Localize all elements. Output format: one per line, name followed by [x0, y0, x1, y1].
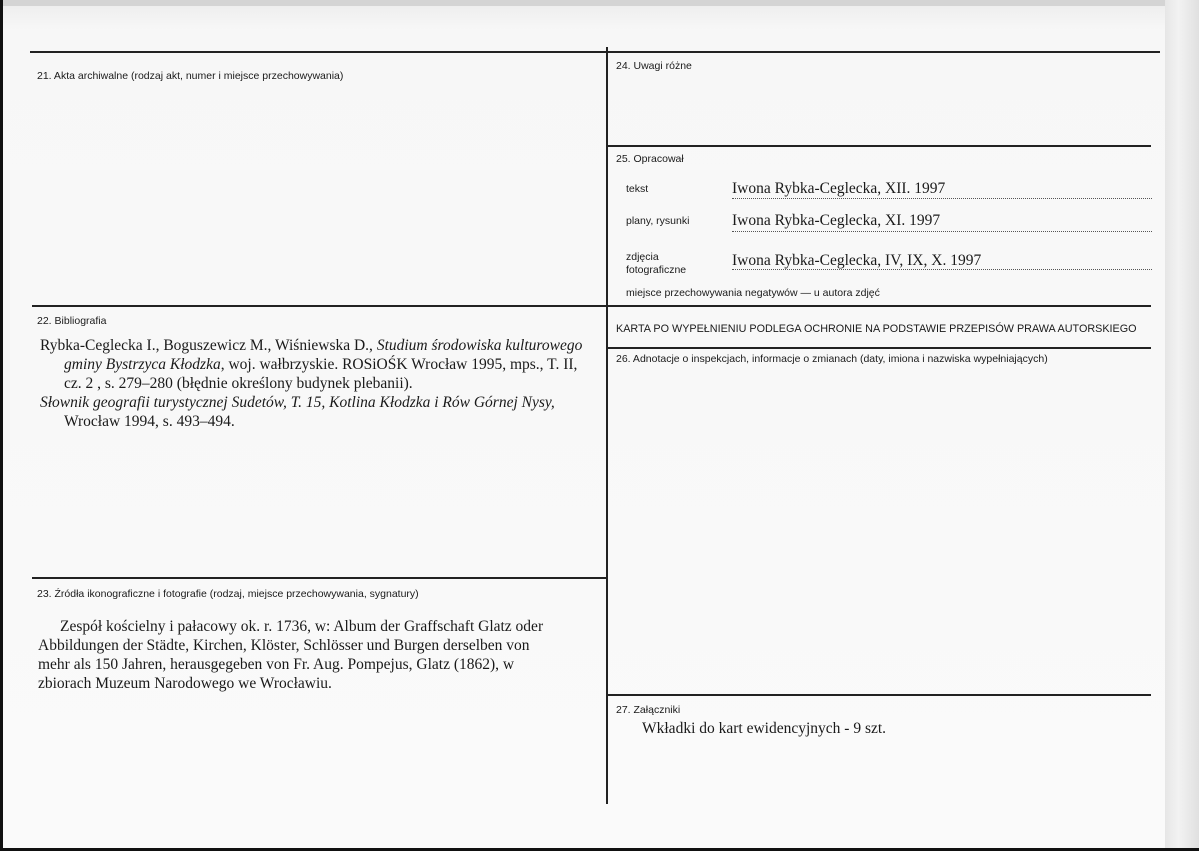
rule-21-22	[32, 305, 606, 307]
bibliography-entry-1-line-3: cz. 2 , s. 279–280 (błędnie określony budynek plebanii).	[64, 375, 413, 392]
section-25-label: 25. Opracował	[616, 153, 684, 165]
bibliography-entry-2-line-2: Wrocław 1994, s. 493–494.	[64, 413, 235, 430]
paper-edge-left	[0, 0, 3, 851]
negatives-storage: miejsce przechowywania negatywów — u autora zdjęć	[626, 287, 880, 299]
copyright-notice: KARTA PO WYPEŁNIENIU PODLEGA OCHRONIE NA PODSTAWIE PRZEPISÓW PRAWA AUTORSKIEGO	[616, 323, 1137, 335]
author-photos-key-1: zdjęcia	[626, 251, 659, 263]
bibliography-entry-1-line-1	[40, 336, 582, 355]
author-plans-key: plany, rysunki	[626, 215, 690, 227]
author-text-key: tekst	[626, 183, 649, 195]
sources-line-4: zbiorach Muzeum Narodowego we Wrocławiu.	[38, 675, 332, 692]
bibliography-entry-2-line-1	[40, 393, 582, 412]
bibliography-entry-1-line-2	[40, 355, 582, 374]
bib1-publisher: , woj. wałbrzyskie. ROSiOŚK Wrocław 1995, mps., T. II,	[220, 356, 578, 373]
section-27-label: 27. Załączniki	[616, 704, 681, 716]
section-23-label: 23. Źródła ikonograficzne i fotografie (rodzaj, miejsce przechowywania, sygnatury)	[37, 588, 419, 600]
author-text-value: Iwona Rybka-Ceglecka, XII. 1997	[732, 180, 946, 197]
top-rule	[30, 51, 1160, 53]
author-photos-dotline	[732, 269, 1152, 270]
rule-26-27	[606, 694, 1151, 696]
rule-24-25	[606, 145, 1151, 147]
sources-line-2: Abbildungen der Städte, Kirchen, Klöster, Schlösser und Burgen derselben von	[38, 637, 530, 654]
sources-line-3: mehr als 150 Jahren, herausgegeben von Fr. Aug. Pompejus, Glatz (1862), w	[38, 656, 515, 673]
iconographic-sources	[38, 617, 543, 693]
section-21-label: 21. Akta archiwalne (rodzaj akt, numer i miejsce przechowywania)	[37, 70, 344, 82]
sources-line-1: Zespół kościelny i pałacowy ok. r. 1736, w: Album der Graffschaft Glatz oder	[60, 618, 544, 635]
bib2-title: Słownik geografii turystycznej Sudetów, T. 15, Kotlina Kłodzka i Rów Górnej Nysy,	[40, 394, 555, 411]
bib1-authors: Rybka-Ceglecka I., Boguszewicz M., Wiśniewska D.,	[40, 337, 377, 354]
bib1-title-part1: Studium środowiska kulturowego	[376, 337, 583, 354]
section-22-label: 22. Bibliografia	[37, 315, 107, 327]
author-photos-key-2: fotograficzne	[626, 264, 687, 276]
author-photos-value: Iwona Rybka-Ceglecka, IV, IX, X. 1997	[732, 252, 982, 269]
rule-25-copyright	[606, 305, 1151, 307]
attachments-value: Wkładki do kart ewidencyjnych - 9 szt.	[642, 720, 887, 737]
section-24-label: 24. Uwagi różne	[616, 60, 692, 72]
author-plans-dotline	[732, 231, 1152, 232]
rule-22-23	[32, 577, 606, 579]
bib1-title-part2: gminy Bystrzyca Kłodzka	[64, 356, 221, 373]
bibliography-list	[40, 336, 582, 431]
paper-edge-top	[0, 0, 1199, 6]
section-26-label: 26. Adnotacje o inspekcjach, informacje o zmianach (daty, imiona i nazwiska wypełniających)	[616, 353, 1048, 365]
author-plans-value: Iwona Rybka-Ceglecka, XI. 1997	[732, 212, 941, 229]
column-divider	[606, 47, 608, 804]
author-text-dotline	[732, 198, 1152, 199]
paper-edge-right	[1165, 0, 1199, 851]
rule-copyright-26	[606, 347, 1151, 349]
